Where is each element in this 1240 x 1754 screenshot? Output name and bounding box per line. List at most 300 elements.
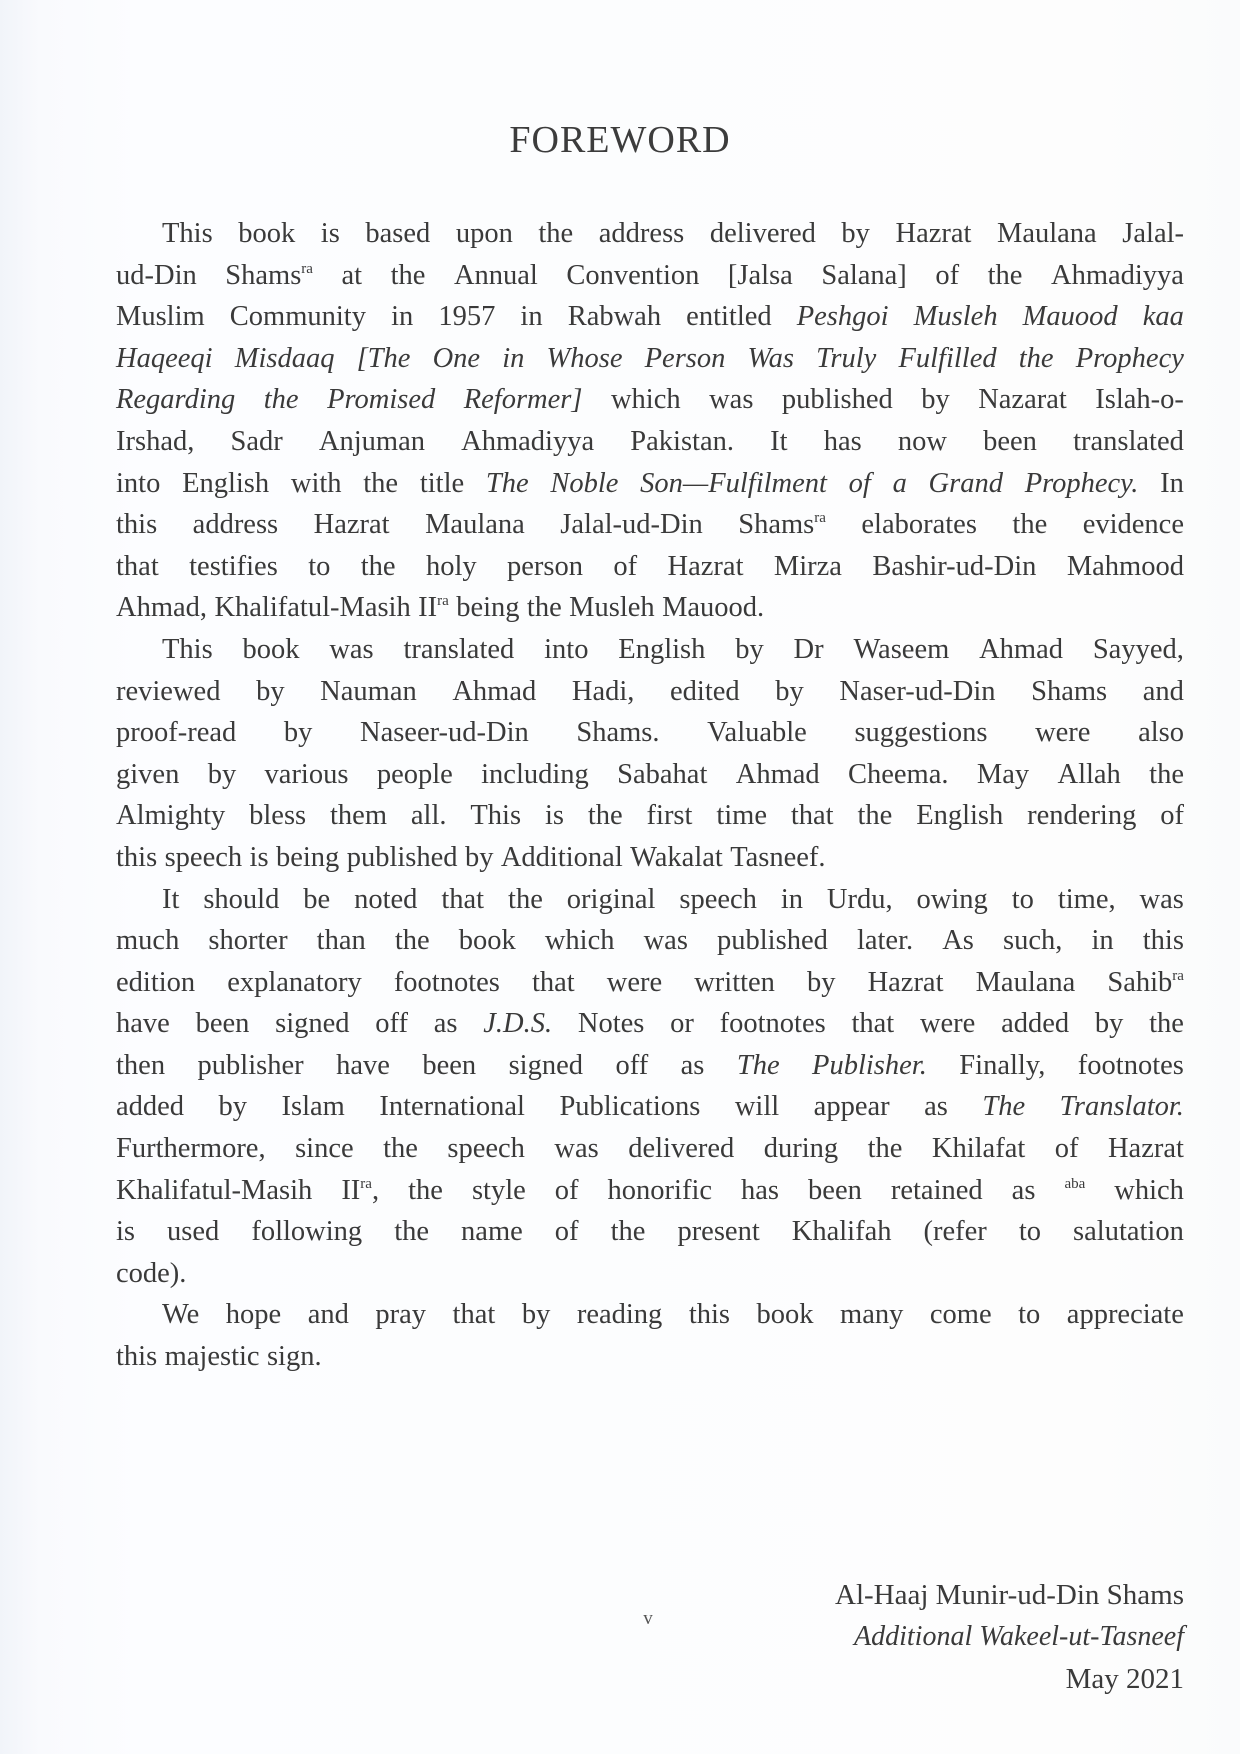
word: the — [363, 467, 399, 499]
word: the — [610, 1216, 646, 1248]
word: Musleh — [569, 592, 655, 624]
word: Cheema. — [848, 758, 949, 790]
word: This — [470, 800, 522, 832]
word: original — [566, 883, 656, 915]
word: Ahmadiyya — [461, 425, 595, 457]
word: have — [336, 1049, 390, 1081]
word: off — [375, 1008, 409, 1040]
word: come — [929, 1299, 992, 1331]
word: has — [741, 1174, 780, 1206]
word: much — [116, 925, 180, 957]
word: Naseer-ud-Din — [359, 717, 529, 749]
word: English — [916, 800, 1004, 832]
word: such, — [1003, 925, 1063, 957]
word: in — [391, 301, 414, 333]
word: now — [897, 425, 947, 457]
word: Peshgoi — [796, 301, 889, 333]
word: all. — [410, 800, 447, 832]
word: Additional — [500, 841, 623, 873]
word: sign. — [266, 1341, 322, 1373]
word: appear — [813, 1091, 890, 1123]
word: speech — [447, 1133, 525, 1165]
word: Islah-o- — [1095, 384, 1184, 416]
word: and — [1142, 675, 1184, 707]
word: J.D.S. — [483, 1008, 553, 1040]
word: by — [218, 1091, 248, 1123]
text-line — [116, 296, 1184, 338]
word: by — [775, 675, 804, 707]
word: the — [408, 1174, 443, 1206]
word: edited — [670, 675, 740, 707]
word: Islam — [281, 1091, 345, 1123]
word: book — [238, 218, 296, 249]
word: [The — [356, 342, 411, 374]
word: style — [471, 1174, 526, 1206]
word: in — [520, 301, 543, 333]
word: was — [554, 1133, 599, 1165]
word: been — [808, 1174, 862, 1206]
word: Mauood. — [662, 592, 765, 624]
word: Shams$^{ra}$ — [225, 259, 313, 291]
text-line — [116, 1003, 1184, 1045]
word: Notes — [577, 1008, 645, 1040]
word: as — [1011, 1174, 1036, 1206]
word: time, — [1057, 883, 1116, 915]
word: is — [249, 841, 269, 873]
word: noted — [354, 883, 418, 915]
word: honorific — [607, 1174, 713, 1206]
word: Khalifah — [791, 1216, 892, 1248]
word: by — [207, 758, 237, 790]
word: Mahmood — [1066, 550, 1184, 582]
word: used — [167, 1216, 220, 1248]
word: Dr — [793, 633, 824, 665]
word: ud-Din — [116, 259, 197, 291]
word: the — [538, 218, 574, 249]
honorific-superscript: ra — [1172, 967, 1184, 984]
word: been — [983, 425, 1037, 457]
word: of — [1160, 800, 1184, 832]
text-line — [116, 671, 1184, 713]
page-number: v — [643, 1608, 653, 1629]
word: will — [734, 1091, 780, 1123]
word: kaa — [1142, 301, 1184, 333]
text-line — [116, 1045, 1184, 1087]
word: reading — [576, 1299, 663, 1331]
word: Maulana — [975, 966, 1076, 998]
word: by — [921, 384, 950, 416]
word: this — [688, 1299, 730, 1331]
text-line — [116, 1253, 1184, 1295]
text-line — [116, 463, 1184, 505]
text-line — [116, 1336, 1184, 1378]
word: Maulana — [997, 218, 1097, 249]
word: Jalal- — [1122, 218, 1184, 249]
word: footnotes — [393, 966, 500, 998]
text-line — [116, 629, 1184, 671]
word: evidence — [1082, 509, 1184, 541]
word: was — [1139, 883, 1184, 915]
word: the — [394, 925, 430, 957]
word: owing — [916, 883, 988, 915]
word: this — [116, 1341, 158, 1373]
word: in — [780, 883, 803, 915]
word: as — [433, 1008, 458, 1040]
word: delivered — [709, 218, 816, 249]
honorific-superscript: ra — [360, 1175, 372, 1192]
text-line — [116, 837, 1184, 879]
word: Ahmad — [735, 758, 820, 790]
word: Finally, — [959, 1049, 1046, 1081]
word: to — [308, 550, 331, 582]
word: Sayyed, — [1092, 633, 1184, 665]
word: It — [770, 425, 788, 457]
word: Bashir-ud-Din — [872, 550, 1037, 582]
word: Prophecy — [1075, 342, 1184, 374]
word: In — [1160, 467, 1184, 499]
word: them — [330, 800, 388, 832]
word: Annual — [453, 259, 538, 291]
word: of — [613, 550, 638, 582]
text-line — [116, 920, 1184, 962]
word: $II^{ra}$ — [418, 592, 449, 624]
word: by — [807, 966, 836, 998]
word: were — [606, 966, 663, 998]
word: the — [383, 1133, 418, 1165]
word: was — [329, 633, 374, 665]
word: $II^{ra}$, — [341, 1174, 380, 1206]
word: by — [841, 218, 870, 249]
paragraph — [116, 1294, 1184, 1377]
word: the — [263, 384, 299, 416]
word: been — [195, 1008, 250, 1040]
text-line — [116, 712, 1184, 754]
word: address — [192, 509, 279, 541]
word: of — [848, 467, 871, 499]
word: The — [982, 1091, 1026, 1123]
foreword-body — [116, 213, 1184, 1378]
word: the — [867, 1133, 903, 1165]
word: is — [116, 1216, 136, 1248]
word: Truly — [816, 342, 877, 374]
word: that — [116, 550, 159, 582]
word: the — [1149, 758, 1184, 790]
word: published — [346, 841, 458, 873]
word: has — [823, 425, 862, 457]
word: to — [1018, 1299, 1041, 1331]
word: Shams. — [576, 717, 660, 749]
word: the — [857, 800, 893, 832]
text-line — [116, 587, 1184, 629]
text-line — [116, 1170, 1184, 1212]
word: (refer — [923, 1216, 987, 1248]
word: that — [790, 800, 834, 832]
word: later. — [856, 925, 914, 957]
word: book — [458, 925, 516, 957]
word: This — [162, 633, 213, 665]
text-line — [116, 1294, 1184, 1336]
word: been — [422, 1049, 477, 1081]
word: signed — [508, 1049, 584, 1081]
word: in — [502, 342, 525, 374]
word: Ahmad — [979, 633, 1063, 665]
word: based — [365, 218, 431, 249]
text-line — [116, 421, 1184, 463]
text-line — [116, 546, 1184, 588]
word: Community — [229, 301, 366, 333]
word: were — [1035, 717, 1091, 749]
word: since — [295, 1133, 354, 1165]
word: by — [521, 1299, 551, 1331]
word: which — [544, 925, 615, 957]
word: many — [840, 1299, 904, 1331]
word: Hazrat — [313, 509, 390, 541]
word: which — [610, 384, 681, 416]
word: the — [526, 592, 562, 624]
page-title: FOREWORD — [509, 119, 731, 161]
word: time — [716, 800, 767, 832]
word: rendering — [1027, 800, 1137, 832]
word: Pakistan. — [630, 425, 734, 457]
word: As — [942, 925, 974, 957]
signatory-name: Al-Haaj Munir-ud-Din Shams — [835, 1579, 1184, 1611]
word: by — [464, 841, 494, 873]
word: present — [677, 1216, 760, 1248]
word: following — [251, 1216, 363, 1248]
word: have — [116, 1008, 170, 1040]
paragraph — [116, 629, 1184, 879]
word: Shams$^{ra}$ — [738, 509, 826, 541]
word: and — [307, 1299, 349, 1331]
word: 1957 — [438, 301, 496, 333]
word: testifies — [189, 550, 278, 582]
text-line — [116, 504, 1184, 546]
word: Khilafat — [931, 1133, 1026, 1165]
word: by — [256, 675, 285, 707]
word: to — [1018, 1216, 1041, 1248]
word: Jalal-ud-Din — [560, 509, 703, 541]
text-line — [116, 255, 1184, 297]
word: name — [461, 1216, 523, 1248]
word: were — [919, 1008, 976, 1040]
word: Irshad, — [116, 425, 195, 457]
word: Convention — [566, 259, 700, 291]
word: being — [275, 841, 340, 873]
word: book — [242, 633, 300, 665]
word: or — [670, 1008, 694, 1040]
word: Wakalat — [630, 841, 723, 873]
word: Hazrat — [1107, 1133, 1184, 1165]
word: added — [116, 1091, 185, 1123]
word: that — [452, 1299, 496, 1331]
word: is — [320, 218, 340, 249]
word: written — [694, 966, 775, 998]
word: appreciate — [1066, 1299, 1184, 1331]
word: Hazrat — [895, 218, 972, 249]
word: International — [379, 1091, 525, 1123]
word: Anjuman — [318, 425, 425, 457]
word: by — [283, 717, 313, 749]
word: speech — [164, 841, 243, 873]
word: the — [587, 800, 623, 832]
word: the — [394, 1216, 430, 1248]
word: Son—Fulfilment — [640, 467, 827, 499]
word: Publisher. — [812, 1049, 927, 1081]
word: bless — [249, 800, 307, 832]
word: One — [432, 342, 481, 374]
word: Furthermore, — [116, 1133, 266, 1165]
text-line — [116, 754, 1184, 796]
word: the — [987, 259, 1023, 291]
word: Mauood — [1022, 301, 1118, 333]
word: including — [481, 758, 589, 790]
word: this — [1142, 925, 1184, 957]
word: explanatory — [227, 966, 362, 998]
word: Reformer] — [463, 384, 583, 416]
word: Regarding — [116, 384, 236, 416]
word: Grand — [928, 467, 1003, 499]
word: Tasneef. — [730, 841, 826, 873]
word: this — [116, 841, 158, 873]
word: Musleh — [913, 301, 998, 333]
word: of — [1054, 1133, 1079, 1165]
word: Khalifatul-Masih — [214, 592, 411, 624]
word: This — [162, 218, 213, 249]
word: We — [162, 1299, 200, 1331]
word: entitled — [686, 301, 772, 333]
word: Allah — [1057, 758, 1121, 790]
word: publisher — [197, 1049, 304, 1081]
signatory-designation: Additional Wakeel-ut-Tasneef — [854, 1621, 1184, 1652]
word: being — [456, 592, 520, 624]
word: It — [162, 883, 180, 915]
word: Misdaaq — [234, 342, 335, 374]
word: Salana] — [821, 259, 907, 291]
word: with — [290, 467, 342, 499]
word: Fulfilled — [898, 342, 997, 374]
word: which — [1114, 1174, 1184, 1206]
word: than — [316, 925, 366, 957]
word: Ahmad, — [116, 592, 208, 624]
word: of — [935, 259, 960, 291]
word: majestic — [164, 1341, 260, 1373]
word: retained — [890, 1174, 983, 1206]
word: Nazarat — [978, 384, 1067, 416]
word: Khalifatul-Masih — [116, 1174, 313, 1206]
text-line — [116, 879, 1184, 921]
paragraph — [116, 879, 1184, 1295]
word: this — [116, 509, 158, 541]
word: Was — [747, 342, 794, 374]
word: Hazrat — [867, 966, 944, 998]
word: edition — [116, 966, 196, 998]
word: elaborates — [861, 509, 977, 541]
word: the — [360, 550, 396, 582]
word: of — [554, 1174, 579, 1206]
signature-date: May 2021 — [1065, 1663, 1184, 1695]
word: May — [976, 758, 1030, 790]
word: holy — [425, 550, 477, 582]
word: footnotes — [719, 1008, 826, 1040]
word: published — [717, 925, 828, 957]
word: Muslim — [116, 301, 205, 333]
word: the — [1012, 509, 1048, 541]
word: The — [485, 467, 529, 499]
word: Haqeeqi — [116, 342, 213, 374]
word: proof-read — [116, 717, 237, 749]
word: title — [419, 467, 465, 499]
word: various — [264, 758, 349, 790]
word — [1064, 1170, 1085, 1212]
word: Person — [644, 342, 726, 374]
text-line — [116, 1128, 1184, 1170]
word: Publications — [559, 1091, 701, 1123]
word: Noble — [550, 467, 619, 499]
text-line — [116, 1211, 1184, 1253]
word: English — [182, 467, 270, 499]
word: by — [1094, 1008, 1124, 1040]
word: people — [376, 758, 453, 790]
word: Hadi, — [571, 675, 635, 707]
word: Ahmadiyya — [1050, 259, 1184, 291]
word: speech — [679, 883, 757, 915]
word: Ahmad — [452, 675, 537, 707]
word: upon — [455, 218, 513, 249]
word: then — [116, 1049, 166, 1081]
word: Sadr — [230, 425, 283, 457]
word: was — [643, 925, 688, 957]
word: code). — [116, 1257, 187, 1289]
word: of — [554, 1216, 579, 1248]
text-line — [116, 213, 1184, 255]
word: translated — [403, 633, 515, 665]
word: as — [924, 1091, 948, 1123]
word: Sabahat — [617, 758, 708, 790]
word: in — [1091, 925, 1114, 957]
word: the — [508, 883, 543, 915]
word: Naser-ud-Din — [839, 675, 996, 707]
word: Valuable — [707, 717, 807, 749]
word: Almighty — [116, 800, 226, 832]
honorific-superscript: ra — [301, 260, 313, 277]
word: given — [116, 758, 180, 790]
word: should — [203, 883, 280, 915]
word: shorter — [208, 925, 288, 957]
word: a — [892, 467, 907, 499]
word: during — [763, 1133, 839, 1165]
word: the — [1149, 1008, 1184, 1040]
text-line — [116, 338, 1184, 380]
word: by — [735, 633, 764, 665]
word: salutation — [1073, 1216, 1184, 1248]
word: Promised — [327, 384, 436, 416]
word: hope — [225, 1299, 282, 1331]
word: Sahib$^{ra}$ — [1107, 966, 1184, 998]
word: off — [615, 1049, 649, 1081]
word: English — [618, 633, 706, 665]
honorific-superscript: ra — [814, 510, 826, 527]
word: into — [544, 633, 589, 665]
word: also — [1138, 717, 1184, 749]
word: address — [598, 218, 685, 249]
word: Nauman — [320, 675, 417, 707]
word: Maulana — [425, 509, 525, 541]
word: delivered — [628, 1133, 735, 1165]
text-line — [116, 795, 1184, 837]
word: suggestions — [854, 717, 988, 749]
word: into — [116, 467, 161, 499]
word: to — [1011, 883, 1034, 915]
